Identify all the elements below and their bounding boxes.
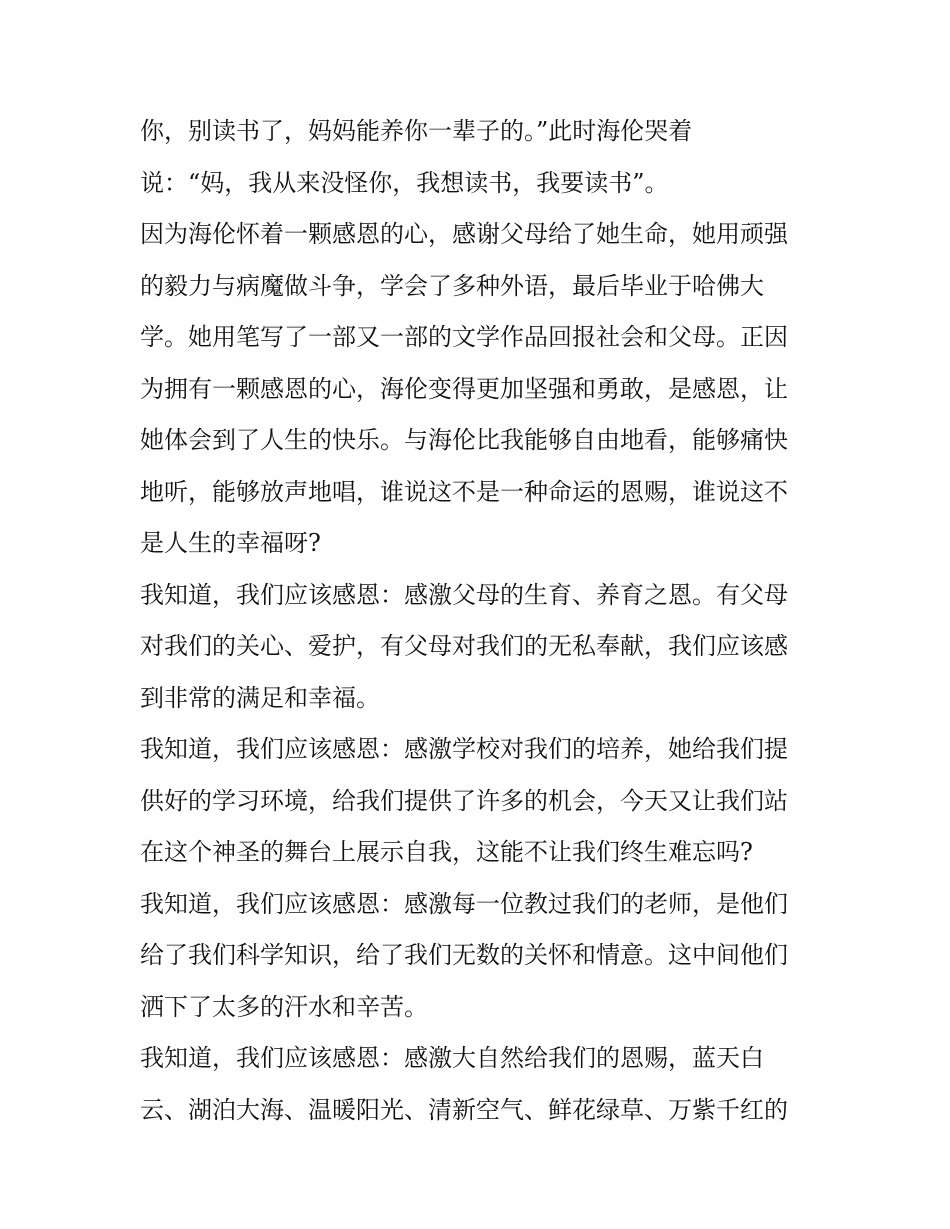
text-line: 给了我们科学知识，给了我们无数的关怀和情意。这中间他们	[140, 941, 788, 969]
text-line: 因为海伦怀着一颗感恩的心，感谢父母给了她生命，她用顽强	[140, 220, 788, 248]
text-line: 她体会到了人生的快乐。与海伦比我能够自由地看，能够痛快	[140, 426, 788, 454]
text-line: 为拥有一颗感恩的心，海伦变得更加坚强和勇敢，是感恩，让	[140, 374, 788, 403]
text-line: 云、湖泊大海、温暖阳光、清新空气、鲜花绿草、万紫千红的	[140, 1095, 788, 1124]
text-line: 你，别读书了，妈妈能养你一辈子的。”此时海伦哭着	[140, 117, 693, 145]
text-line: 地听，能够放声地唱，谁说这不是一种命运的恩赐，谁说这不	[140, 477, 788, 506]
text-line: 学。她用笔写了一部又一部的文学作品回报社会和父母。正因	[140, 323, 788, 351]
text-line: 洒下了太多的汗水和辛苦。	[140, 992, 428, 1021]
text-line: 对我们的关心、爱护，有父母对我们的无私奉献，我们应该感	[140, 632, 788, 660]
text-line: 的毅力与病魔做斗争，学会了多种外语，最后毕业于哈佛大	[140, 271, 764, 300]
text-line: 我知道，我们应该感恩：感激父母的生育、养育之恩。有父母	[140, 580, 788, 609]
text-line: 我知道，我们应该感恩：感激大自然给我们的恩赐，蓝天白	[140, 1044, 764, 1072]
text-line: 我知道，我们应该感恩：感激每一位教过我们的老师，是他们	[140, 889, 788, 918]
text-line: 供好的学习环境，给我们提供了许多的机会，今天又让我们站	[140, 786, 788, 815]
text-line: 是人生的幸福呀?	[140, 529, 321, 557]
text-line: 在这个神圣的舞台上展示自我，这能不让我们终生难忘吗?	[140, 838, 753, 866]
body-text	[140, 106, 820, 1136]
text-line: 到非常的满足和幸福。	[140, 683, 380, 712]
text-line: 我知道，我们应该感恩：感激学校对我们的培养，她给我们提	[140, 735, 788, 763]
text-line: 说：“妈，我从来没怪你，我想读书，我要读书”。	[140, 168, 669, 197]
